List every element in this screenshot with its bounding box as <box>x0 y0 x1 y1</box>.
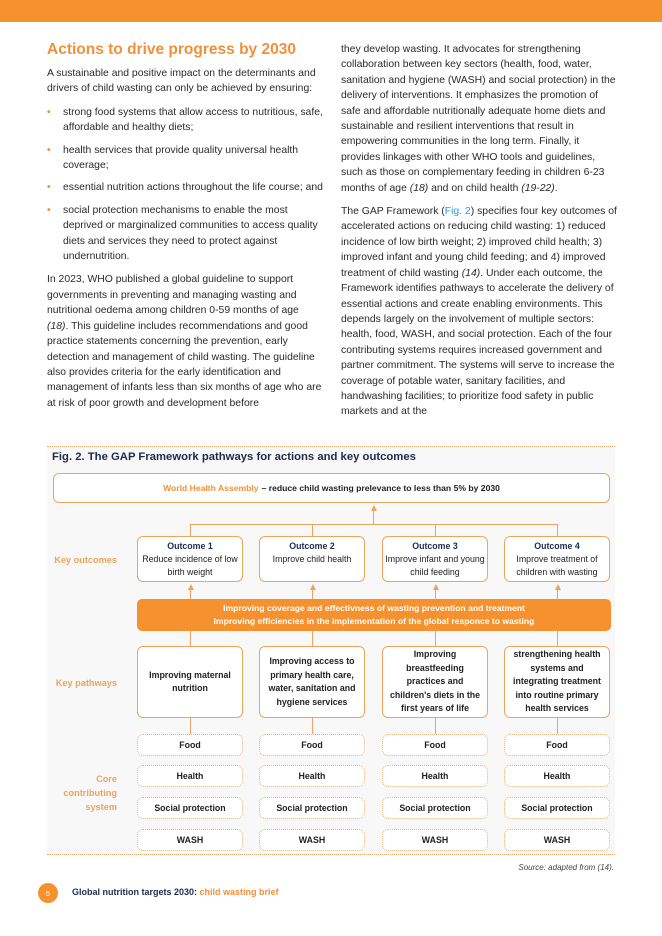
intro-paragraph: A sustainable and positive impact on the determinants and drivers of child wasting can only be achieved by ensuring: <box>47 68 316 95</box>
connector-line <box>435 524 436 536</box>
core-wash: WASH <box>504 829 610 851</box>
goal-organization: World Health Assembly <box>163 483 259 493</box>
core-social-protection: Social protection <box>259 797 365 819</box>
bullet-item: • social protection mechanisms to enable the most deprived or marginalized communities to access quality diets and services they need to protect against undernutrition. <box>47 204 318 263</box>
core-wash: WASH <box>382 829 488 851</box>
continuation-paragraph: they develop wasting. It advocates for strengthening collaboration between key sectors (health, food, water, sanitation and hygiene (WASH) and social protection) in the delivery of interventions. It emphasizes the promotion of safe and affordable nutritionally adequate home diets and sustainable and resilient interventions that result in empowering communities in the long term. Finally, it provides linkages with other WHO tools and guidelines, such as those on complementary feeding in children 6-23 months of age (18) and on child health (19-22). <box>341 44 616 194</box>
core-food: Food <box>382 734 488 756</box>
bullet-item: • health services that provide quality universal health coverage; <box>47 144 299 172</box>
citation: (18) <box>47 320 66 332</box>
core-wash: WASH <box>137 829 243 851</box>
left-column <box>47 40 323 419</box>
figure-title: Fig. 2. The GAP Framework pathways for actions and key outcomes <box>52 451 416 463</box>
footer-title-accent: child wasting brief <box>199 887 279 897</box>
bullet-list <box>47 105 323 265</box>
outcome-box-4: Outcome 4 Improve treatment of children with wasting <box>504 536 610 582</box>
footer-title: Global nutrition targets 2030: child wasting brief <box>72 887 279 897</box>
bullet-item: • essential nutrition actions throughout the life course; and <box>47 180 323 195</box>
bullet-item: • strong food systems that allow access to nutritious, safe, affordable and healthy diets; <box>47 106 323 134</box>
row-label-pathways: Key pathways <box>55 678 117 688</box>
core-social-protection: Social protection <box>504 797 610 819</box>
connector-line <box>557 718 558 734</box>
core-social-protection: Social protection <box>382 797 488 819</box>
goal-box <box>53 473 610 503</box>
arrow-up-icon <box>371 505 377 511</box>
gap-framework-paragraph: The GAP Framework (Fig. 2) specifies four key outcomes of accelerated actions on reducing child wasting: 1) reduced incidence of low birth weight; 2) improved child health; 3) improved infant and young child feeding; and 4) improved treatment of child wasting (14). Under each outcome, the Framework identifies pathways to accelerate the delivery of essential actions and create enabling environments. This depends largely on the involvement of multiple sectors: health, food, WASH, and social protection. Each of the four contributing systems requires increased government and partner commitment. The systems will serve to increase the coverage of potable water, sanitary facilities, and handwashing facilities; to prioritize food safety in public markets and at the <box>341 206 617 418</box>
row-label-outcomes: Key outcomes <box>54 555 117 565</box>
goal-text: – reduce child wasting prelevance to less than 5% by 2030 <box>261 483 500 493</box>
core-health: Health <box>504 765 610 787</box>
connector-line <box>557 589 558 599</box>
connector-line <box>190 589 191 599</box>
core-food: Food <box>137 734 243 756</box>
bullet-icon: • <box>47 106 51 118</box>
connector-line <box>557 524 558 536</box>
connector-line <box>312 718 313 734</box>
row-label-core: Core contributing system <box>63 774 117 812</box>
connector-line <box>435 631 436 646</box>
connector-line <box>190 524 191 536</box>
pathway-box-3: Improving breastfeeding practices and children's diets in the first years of life <box>382 646 488 718</box>
pathway-box-4: strengthening health systems and integrating treatment into routine primary health services <box>504 646 610 718</box>
core-health: Health <box>259 765 365 787</box>
connector-line <box>190 718 191 734</box>
gap-framework-figure <box>47 446 615 855</box>
citation: (18) <box>409 182 429 194</box>
guideline-paragraph: In 2023, WHO published a global guideline to support governments in preventing and managing wasting and nutritional oedema among children 0-59 months of age (18). This guideline includes recommendations and good practice statements concerning the prevention, early detection and management of child wasting. The guideline also provides criteria for the early identification and management of infants less than six months of age who are at risk of poor growth and development before <box>47 274 322 409</box>
pathway-box-2: Improving access to primary health care, water, sanitation and hygiene services <box>259 646 365 718</box>
outcome-box-3: Outcome 3 Improve infant and young child feeding <box>382 536 488 582</box>
core-wash: WASH <box>259 829 365 851</box>
section-heading: Actions to drive progress by 2030 <box>47 41 296 58</box>
figure-source: Source: adapted from (14). <box>518 863 614 872</box>
citation: (19-22) <box>521 182 555 194</box>
connector-line <box>435 718 436 734</box>
improvement-band: Improving coverage and effectivness of wasting prevention and treatment Improving efficiencies in the implementation of the global responce to wasting <box>137 599 611 631</box>
core-food: Food <box>504 734 610 756</box>
connector-line <box>190 631 191 646</box>
connector-line <box>435 589 436 599</box>
outcome-box-1: Outcome 1 Reduce incidence of low birth weight <box>137 536 243 582</box>
connector-line <box>312 589 313 599</box>
outcome-box-2: Outcome 2 Improve child health <box>259 536 365 582</box>
bullet-icon: • <box>47 204 51 216</box>
connector-line <box>312 524 313 536</box>
connector-line <box>190 524 558 525</box>
citation: (14) <box>461 267 481 279</box>
page-number-badge: 5 <box>38 883 58 903</box>
top-accent-bar <box>0 0 662 22</box>
bullet-icon: • <box>47 144 51 156</box>
connector-line <box>312 631 313 646</box>
bullet-icon: • <box>47 182 51 194</box>
connector-line <box>557 631 558 646</box>
connector-line <box>373 510 374 524</box>
right-column <box>341 42 617 428</box>
core-social-protection: Social protection <box>137 797 243 819</box>
pathway-box-1: Improving maternal nutrition <box>137 646 243 718</box>
figure-link[interactable]: Fig. 2 <box>444 206 471 218</box>
core-food: Food <box>259 734 365 756</box>
core-health: Health <box>137 765 243 787</box>
core-health: Health <box>382 765 488 787</box>
